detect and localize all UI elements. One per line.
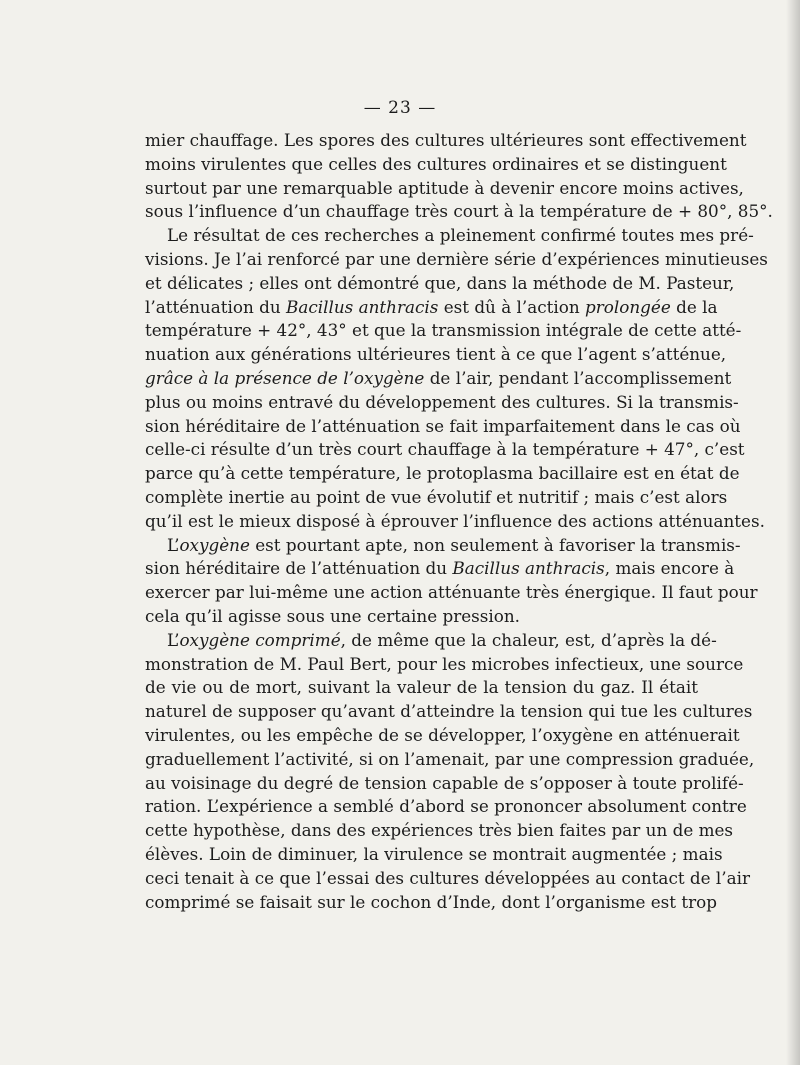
text-line: visions. Je l’ai renforcé par une dernière série d’expériences minutieuses [145,248,768,269]
text-run: L’ [167,534,180,555]
text-line: cela qu’il agisse sous une certaine pression. [145,605,521,626]
text-run: de l’air, pendant l’accomplissement [424,367,732,388]
text-line [145,557,735,581]
text-line: élèves. Loin de diminuer, la virulence se montrait augmentée ; mais [145,843,723,864]
text-run: de la [670,296,718,317]
italic-term: Bacillus anthracis [452,558,605,579]
text-line [145,367,732,391]
body-text [145,129,773,914]
text-line: cette hypothèse, dans des expériences très bien faites par un de mes [145,820,734,841]
text-run: sion héréditaire de l’atténuation du [145,558,453,579]
text-line: comprimé se faisait sur le cochon d’Inde, dont l’organisme est trop [145,891,717,912]
text-line: naturel de supposer qu’avant d’atteindre la tension qui tue les cultures [145,701,753,722]
text-line [145,534,741,558]
text-line [145,296,718,320]
text-line: graduellement l’activité, si on l’amenait, par une compression graduée, [145,748,755,769]
text-line: virulentes, ou les empêche de se développer, l’oxygène en atténuerait [145,724,740,745]
text-line: moins virulentes que celles des cultures ordinaires et se distinguent [145,153,727,174]
italic-term: grâce à la présence de l’oxygène [145,367,425,388]
text-line: celle-ci résulte d’un très court chauffage à la température + 47°, c’est [145,439,745,460]
text-line: de vie ou de mort, suivant la valeur de la tension du gaz. Il était [145,677,698,698]
page-edge-shadow [786,0,800,1065]
text-line: nuation aux générations ultérieures tient à ce que l’agent s’atténue, [145,344,727,365]
text-line: ration. L’expérience a semblé d’abord se prononcer absolument contre [145,796,747,817]
italic-term: prolongée [585,296,671,317]
text-run: est pourtant apte, non seulement à favoriser la transmis- [249,534,741,555]
page-number: — 23 — [363,98,437,118]
text-run: , mais encore à [604,558,735,579]
text-line: plus ou moins entravé du développement des cultures. Si la transmis- [145,391,739,412]
text-line: sion héréditaire de l’atténuation se fait imparfaitement dans le cas où [145,415,741,436]
text-line: qu’il est le mieux disposé à éprouver l’influence des actions atténuantes. [145,510,765,531]
text-run: , de même que la chaleur, est, d’après la dé- [340,629,717,650]
text-line: et délicates ; elles ont démontré que, dans la méthode de M. Pasteur, [145,272,735,293]
text-line: au voisinage du degré de tension capable de s’opposer à toute prolifé- [145,772,744,793]
text-line: ceci tenait à ce que l’essai des cultures développées au contact de l’air [145,867,751,888]
text-line: température + 42°, 43° et que la transmission intégrale de cette atté- [145,320,742,341]
text-line: sous l’influence d’un chauffage très court à la température de + 80°, 85°. [145,201,773,222]
italic-term: oxygène comprimé [179,629,341,650]
text-run: l’atténuation du [145,296,286,317]
text-line: exercer par lui-même une action atténuante très énergique. Il faut pour [145,582,758,603]
text-run: L’ [167,629,180,650]
text-line: surtout par une remarquable aptitude à devenir encore moins actives, [145,177,744,198]
text-run: est dû à l’action [438,296,585,317]
text-line: monstration de M. Paul Bert, pour les microbes infectieux, une source [145,653,744,674]
italic-term: Bacillus anthracis [286,296,439,317]
text-line: complète inertie au point de vue évolutif et nutritif ; mais c’est alors [145,486,728,507]
text-line: parce qu’à cette température, le protoplasma bacillaire est en état de [145,463,740,484]
text-line: Le résultat de ces recherches a pleinement confirmé toutes mes pré- [167,225,754,246]
italic-term: oxygène [179,534,250,555]
text-line: mier chauffage. Les spores des cultures ultérieures sont effectivement [145,130,747,150]
text-line [145,629,717,653]
